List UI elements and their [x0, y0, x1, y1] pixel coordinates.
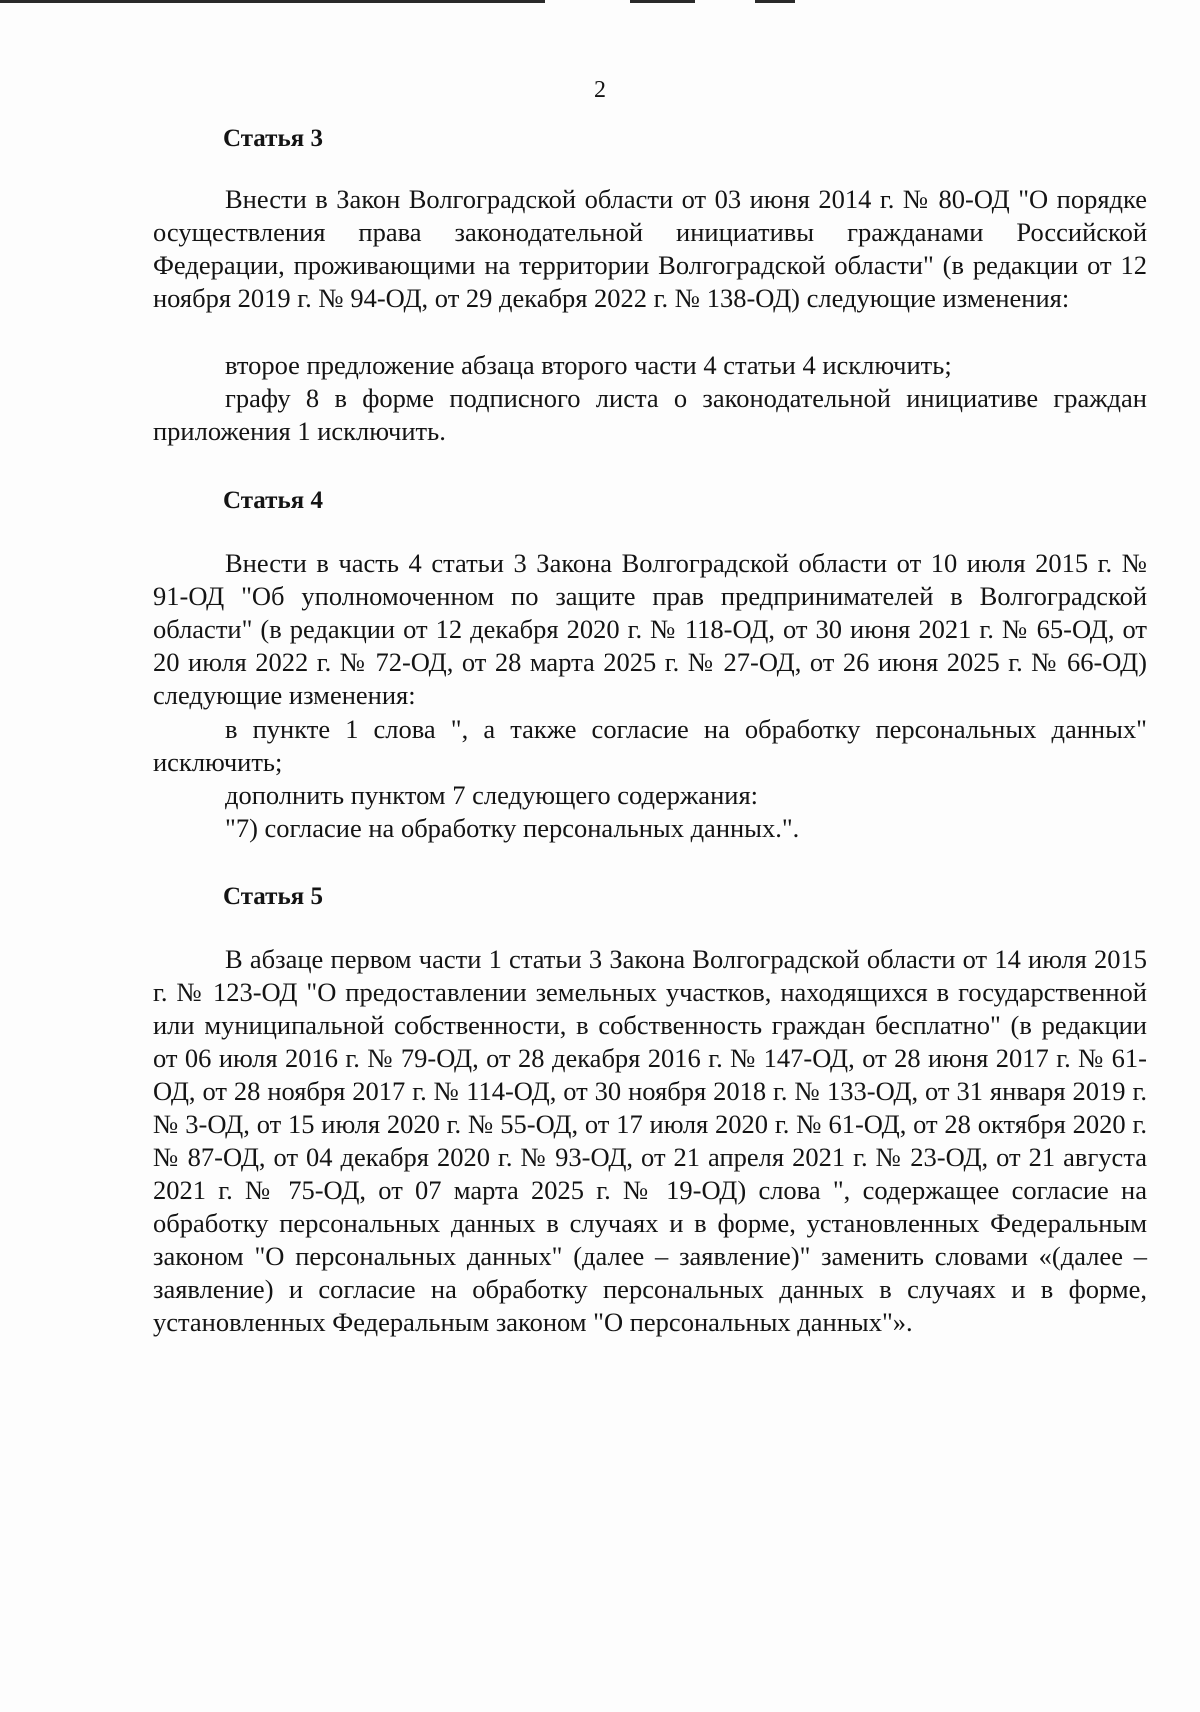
article-3-paragraph-1: Внести в Закон Волгоградской области от 03 июня 2014 г. № 80-ОД "О порядке осуществления права законодательной инициативы гражданами Российской Федерации, проживающими на территории Волгоградской области" (в редакции от 12 ноября 2019 г. № 94-ОД, от 29 декабря 2022 г. № 138-ОД) следующие изменения:	[153, 184, 1147, 313]
article-heading-4: Статья 4	[223, 487, 323, 514]
article-4-paragraph-3: дополнить пунктом 7 следующего содержания:	[225, 780, 758, 810]
article-4-paragraph-1: Внести в часть 4 статьи 3 Закона Волгоградской области от 10 июля 2015 г. № 91-ОД "Об уполномоченном по защите прав предпринимателей в Волгоградской области" (в редакции от 12 декабря 2020 г. № 118-ОД, от 30 июня 2021 г. № 65-ОД, от 20 июля 2022 г. № 72-ОД, от 28 марта 2025 г. № 27-ОД, от 26 июня 2025 г. № 66-ОД) следующие изменения:	[153, 548, 1147, 710]
scan-edge-top	[630, 0, 695, 3]
article-4-paragraph-4: "7) согласие на обработку персональных данных.".	[225, 813, 800, 843]
scan-edge-top	[0, 0, 545, 3]
page-number: 2	[594, 77, 606, 103]
article-3-paragraph-3: графу 8 в форме подписного листа о законодательной инициативе граждан приложения 1 исключить.	[153, 383, 1147, 446]
article-5-paragraph-1: В абзаце первом части 1 статьи 3 Закона Волгоградской области от 14 июля 2015 г. № 123-ОД "О предоставлении земельных участков, находящихся в государственной или муниципальной собственности, в собственность граждан бесплатно" (в редакции от 06 июля 2016 г. № 79-ОД, от 28 декабря 2016 г. № 147-ОД, от 28 июня 2017 г. № 61-ОД, от 28 ноября 2017 г. № 114-ОД, от 30 ноября 2018 г. № 133-ОД, от 31 января 2019 г. № 3-ОД, от 15 июля 2020 г. № 55-ОД, от 17 июля 2020 г. № 61-ОД, от 28 октября 2020 г. № 87-ОД, от 04 декабря 2020 г. № 93-ОД, от 21 апреля 2021 г. № 23-ОД, от 21 августа 2021 г. № 75-ОД, от 07 марта 2025 г. № 19-ОД) слова ", содержащее согласие на обработку персональных данных в случаях и в форме, установленных Федеральным законом "О персональных данных" (далее – заявление)" заменить словами «(далее – заявление) и согласие на обработку персональных данных в случаях и в форме, установленных Федеральным законом "О персональных данных"».	[153, 944, 1147, 1337]
article-heading-3: Статья 3	[223, 125, 323, 152]
article-4-paragraph-2: в пункте 1 слова ", а также согласие на обработку персональных данных" исключить;	[153, 714, 1147, 777]
article-heading-5: Статья 5	[223, 883, 323, 910]
scan-edge-top	[755, 0, 795, 3]
article-3-paragraph-2: второе предложение абзаца второго части 4 статьи 4 исключить;	[225, 350, 952, 380]
